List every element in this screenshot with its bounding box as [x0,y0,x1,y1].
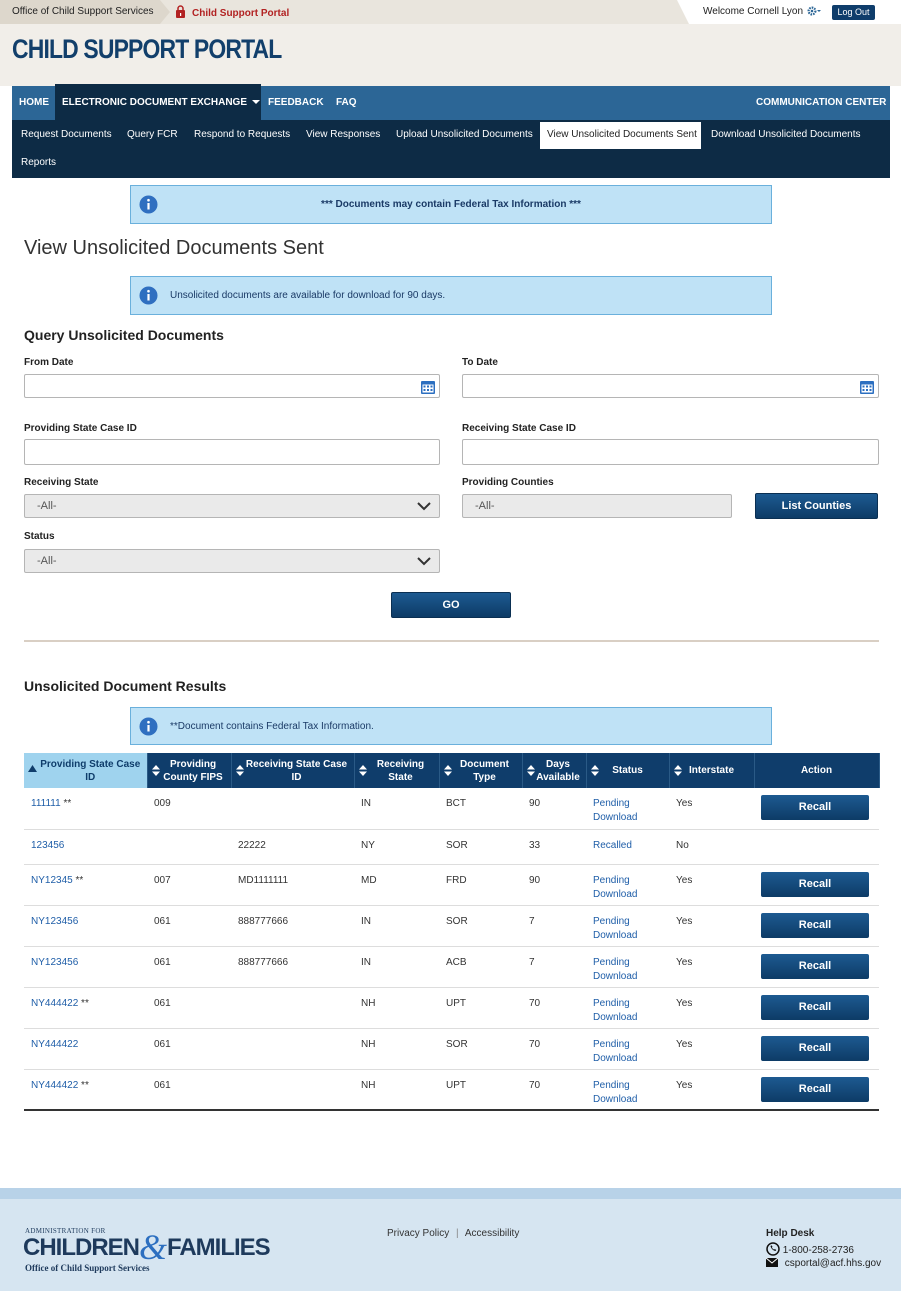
receiving-case-cell: 22222 [231,829,354,864]
sort-icon [444,765,452,776]
document-type-cell: FRD [439,864,522,905]
providing-case-input[interactable] [24,439,440,465]
subnav-view-responses[interactable]: View Responses [306,129,381,140]
document-type-cell: ACB [439,946,522,987]
receiving-state-cell: NH [354,1028,439,1069]
table-header-row [24,753,879,788]
document-type-cell: UPT [439,987,522,1028]
table-row [24,829,879,864]
status-cell [586,946,669,987]
interstate-cell: Yes [669,905,754,946]
page-title: View Unsolicited Documents Sent [24,237,324,259]
breadcrumb-ocss[interactable]: Office of Child Support Services [0,0,160,24]
receiving-state-cell: IN [354,946,439,987]
subnav-reports[interactable]: Reports [21,157,57,168]
nav-home[interactable]: HOME [19,97,49,108]
fti-marker: ** [81,997,89,1009]
acf-logo[interactable]: CHILDREN&FAMILIES [23,1227,270,1267]
interstate-cell: No [669,829,754,864]
results-heading: Unsolicited Document Results [24,678,227,694]
list-counties-button[interactable]: List Counties [755,493,878,519]
query-heading: Query Unsolicited Documents [24,327,224,343]
results-body [24,788,879,1110]
sort-icon [527,765,535,776]
days-cell: 70 [522,1069,586,1110]
action-cell [754,987,879,1028]
col-days-available[interactable]: Days Available [522,753,586,788]
from-date-input[interactable] [24,374,440,398]
recall-button[interactable]: Recall [761,795,869,820]
receiving-state-cell: IN [354,788,439,829]
status-link[interactable]: Pending Download [593,915,638,941]
days-cell: 90 [522,864,586,905]
subnav-download-unsolicited[interactable]: Download Unsolicited Documents [711,129,861,140]
accessibility-link[interactable]: Accessibility [464,1228,520,1239]
case-id-link[interactable]: NY123456 [31,956,79,968]
caret-down-icon [252,99,260,105]
case-cell [24,1069,147,1110]
table-row [24,1069,879,1110]
sort-icon [152,765,160,776]
privacy-policy-link[interactable]: Privacy Policy [387,1228,450,1239]
footer-band [0,1188,901,1199]
tax-info-text: *** Documents may contain Federal Tax Information *** [321,199,581,210]
case-cell [24,829,147,864]
help-email[interactable]: csportal@acf.hhs.gov [766,1258,881,1269]
status-cell [586,1069,669,1110]
tax-info-alert [130,185,772,224]
logo-ocss-text: Office of Child Support Services [25,1263,150,1273]
info-icon [139,286,158,305]
providing-case-label: Providing State Case ID [24,423,137,434]
document-type-cell: SOR [439,829,522,864]
col-providing-fips[interactable]: Providing County FIPS [147,753,231,788]
sort-icon [236,765,244,776]
providing-counties-label: Providing Counties [462,477,554,488]
download-info-alert [130,276,772,315]
sub-nav [12,120,890,178]
status-cell [586,829,669,864]
status-link[interactable]: Recalled [593,839,632,851]
col-providing-case[interactable]: Providing State Case ID [24,753,147,788]
nav-electronic-document-exchange[interactable]: ELECTRONIC DOCUMENT EXCHANGE [62,97,260,108]
case-cell [24,987,147,1028]
fti-marker: ** [75,874,84,886]
interstate-cell: Yes [669,1028,754,1069]
document-type-cell: SOR [439,905,522,946]
days-cell: 90 [522,788,586,829]
interstate-cell: Yes [669,788,754,829]
recall-button[interactable]: Recall [761,954,869,979]
help-desk-title: Help Desk [766,1228,815,1239]
info-icon [139,717,158,736]
case-id-link[interactable]: NY444422 [31,997,79,1009]
receiving-case-input[interactable] [462,439,879,465]
receiving-case-cell [231,1069,354,1110]
calendar-icon[interactable] [859,379,875,395]
recall-button[interactable]: Recall [761,995,869,1020]
nav-communication-center[interactable]: COMMUNICATION CENTER [756,97,887,108]
col-status[interactable]: Status [586,753,669,788]
subnav-request-documents[interactable]: Request Documents [21,129,112,140]
gear-icon[interactable] [806,5,822,20]
case-cell [24,905,147,946]
case-id-link[interactable]: 111111 [31,798,61,809]
days-cell: 70 [522,1028,586,1069]
lock-icon [175,5,186,18]
table-note-alert [130,707,772,745]
sort-icon [591,765,599,776]
receiving-state-cell: NH [354,987,439,1028]
case-cell [24,946,147,987]
fips-cell: 061 [147,946,231,987]
table-row [24,987,879,1028]
case-id-link[interactable]: NY444422 [31,1038,79,1050]
case-cell [24,788,147,829]
status-link[interactable]: Pending Download [593,997,638,1023]
days-cell: 33 [522,829,586,864]
subnav-upload-unsolicited[interactable]: Upload Unsolicited Documents [396,129,533,140]
nav-faq[interactable]: FAQ [336,97,357,108]
top-bar [0,0,901,24]
recall-button[interactable]: Recall [761,913,869,938]
logout-button[interactable]: Log Out [832,5,875,20]
interstate-cell: Yes [669,864,754,905]
receiving-case-cell [231,987,354,1028]
subnav-respond-to-requests[interactable]: Respond to Requests [194,129,291,140]
case-id-link[interactable]: NY12345 [31,874,73,886]
mail-icon [766,1258,778,1267]
case-id-link[interactable]: NY444422 [31,1079,79,1091]
status-link[interactable]: Pending Download [593,1038,638,1064]
go-button[interactable]: GO [391,592,511,618]
interstate-cell: Yes [669,1069,754,1110]
col-receiving-case[interactable]: Receiving State Case ID [231,753,354,788]
document-type-cell: BCT [439,788,522,829]
interstate-cell: Yes [669,946,754,987]
portal-title: CHILD SUPPORT PORTAL [12,34,282,64]
col-interstate[interactable]: Interstate [669,753,754,788]
welcome-text: Welcome Cornell Lyon [703,6,804,17]
from-date-label: From Date [24,357,74,368]
action-cell [754,788,879,829]
status-cell [586,864,669,905]
table-row [24,864,879,905]
table-row [24,788,879,829]
sort-icon [674,765,682,776]
days-cell: 7 [522,905,586,946]
download-info-text: Unsolicited documents are available for download for 90 days. [170,290,446,301]
table-note-text: **Document contains Federal Tax Information. [170,721,374,732]
status-cell [586,905,669,946]
breadcrumb-portal[interactable]: Child Support Portal [175,5,289,19]
subnav-query-fcr[interactable]: Query FCR [127,129,178,140]
case-id-link[interactable]: NY123456 [31,915,79,927]
fips-cell: 061 [147,1069,231,1110]
receiving-state-label: Receiving State [24,477,99,488]
subnav-view-unsolicited-sent[interactable]: View Unsolicited Documents Sent [540,122,701,149]
col-receiving-state[interactable]: Receiving State [354,753,439,788]
nav-feedback[interactable]: FEEDBACK [268,97,324,108]
to-date-input[interactable] [462,374,879,398]
receiving-case-cell: 888777666 [231,905,354,946]
status-label: Status [24,531,55,542]
status-cell [586,788,669,829]
to-date-label: To Date [462,357,498,368]
document-type-cell: SOR [439,1028,522,1069]
action-cell [754,946,879,987]
receiving-state-cell: NY [354,829,439,864]
fips-cell: 061 [147,1028,231,1069]
receiving-case-cell: MD1111111 [231,864,354,905]
calendar-icon[interactable] [420,379,436,395]
receiving-case-cell [231,788,354,829]
receiving-state-cell: IN [354,905,439,946]
fips-cell [147,829,231,864]
interstate-cell: Yes [669,987,754,1028]
fti-marker: ** [63,798,72,809]
col-action: Action [754,753,879,788]
receiving-state-select[interactable]: -All- [24,494,440,518]
fti-marker: ** [81,1079,89,1091]
recall-button[interactable]: Recall [761,1036,869,1061]
col-document-type[interactable]: Document Type [439,753,522,788]
case-cell [24,864,147,905]
receiving-state-cell: MD [354,864,439,905]
status-cell [586,1028,669,1069]
status-cell [586,987,669,1028]
status-link[interactable]: Pending Download [593,874,638,900]
chevron-down-icon [417,502,431,511]
site-footer [0,1188,901,1291]
user-area [689,0,901,24]
section-divider [24,640,879,642]
recall-button[interactable]: Recall [761,872,869,897]
fips-cell: 061 [147,905,231,946]
action-cell [754,1028,879,1069]
receiving-case-label: Receiving State Case ID [462,423,576,434]
case-cell [24,1028,147,1069]
days-cell: 70 [522,987,586,1028]
table-row [24,946,879,987]
site-header [0,24,901,86]
status-link[interactable]: Pending Download [593,798,638,823]
status-link[interactable]: Pending Download [593,1079,638,1105]
main-nav [12,86,890,120]
table-row [24,905,879,946]
footer-links: Privacy Policy | Accessibility [387,1228,520,1239]
action-cell [754,829,879,864]
logo-admin-text: ADMINISTRATION FOR [25,1227,106,1235]
action-cell [754,905,879,946]
case-id-link[interactable]: 123456 [31,839,65,851]
receiving-case-cell [231,1028,354,1069]
status-link[interactable]: Pending Download [593,956,638,982]
sort-icon [359,765,367,776]
table-row [24,1028,879,1069]
sort-asc-icon [28,765,37,772]
results-table [24,753,880,1111]
providing-counties-select[interactable]: -All- [462,494,732,518]
phone-icon [766,1242,780,1256]
action-cell [754,864,879,905]
status-select[interactable]: -All- [24,549,440,573]
chevron-down-icon [417,557,431,566]
action-cell [754,1069,879,1110]
receiving-case-cell: 888777666 [231,946,354,987]
help-phone[interactable]: 1-800-258-2736 [766,1242,854,1256]
recall-button[interactable]: Recall [761,1077,869,1102]
fips-cell: 061 [147,987,231,1028]
fips-cell: 009 [147,788,231,829]
fips-cell: 007 [147,864,231,905]
receiving-state-cell: NH [354,1069,439,1110]
days-cell: 7 [522,946,586,987]
document-type-cell: UPT [439,1069,522,1110]
